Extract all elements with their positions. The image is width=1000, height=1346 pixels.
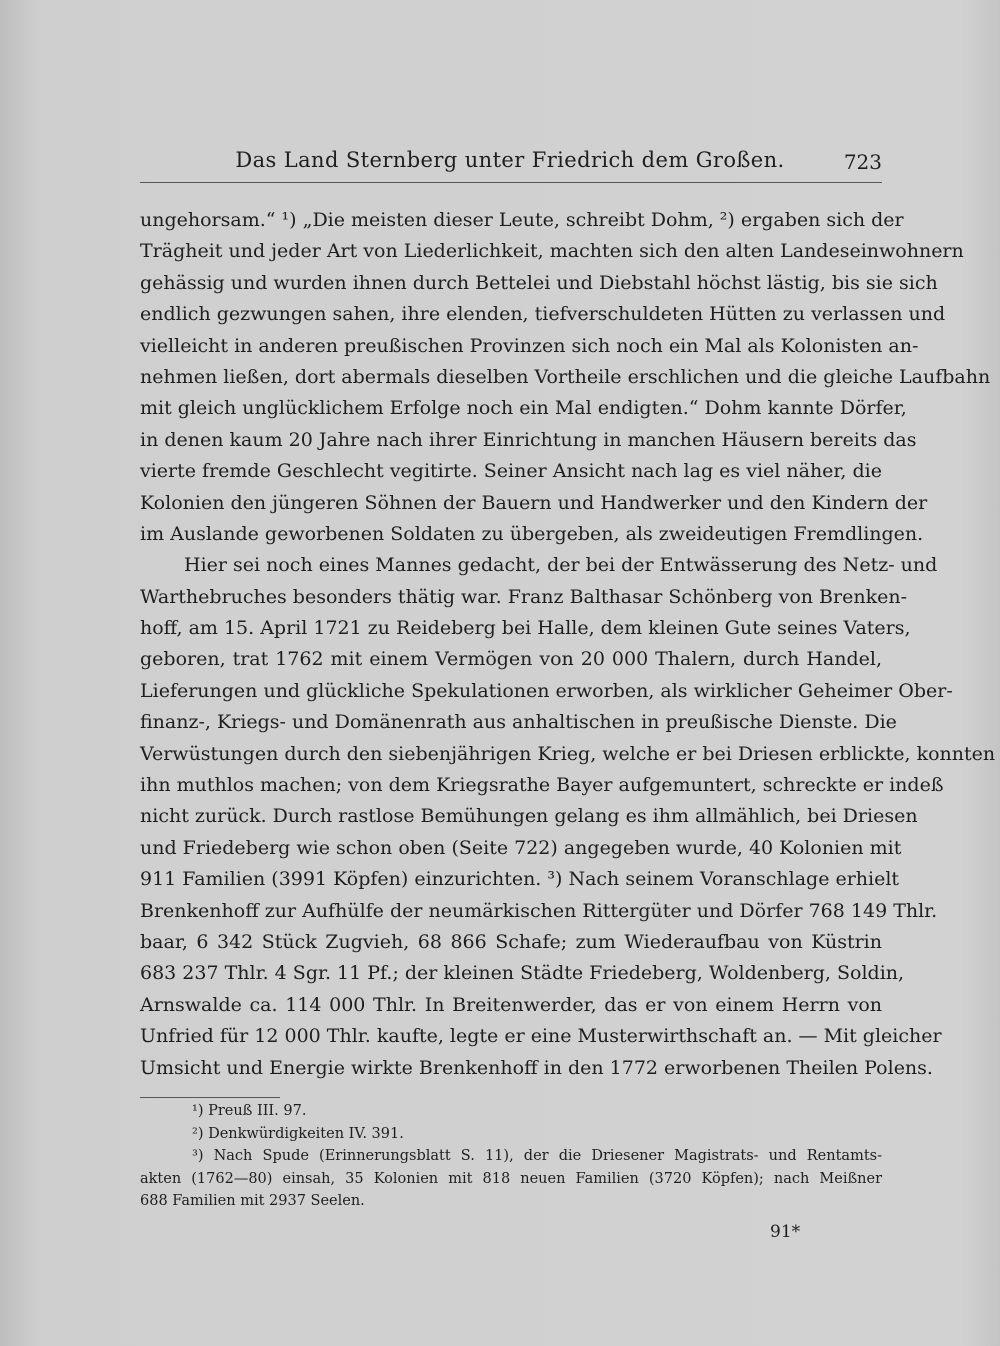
text-line: ungehorsam.“ ¹) „Die meisten dieser Leute, schreibt Dohm, ²) ergaben sich der — [140, 209, 904, 231]
text-line: vierte fremde Geschlecht vegitirte. Seiner Ansicht nach lag es viel näher, die — [140, 460, 882, 483]
footnote-continuation: 688 Familien mit 2937 Seelen. — [140, 1193, 365, 1209]
text-line: ihn muthlos machen; von dem Kriegsrathe Bayer aufgemuntert, schreckte er indeß — [140, 774, 944, 797]
text-line: Verwüstungen durch den siebenjährigen Krieg, welche er bei Driesen erblickte, konnten — [140, 742, 996, 765]
text-line: Warthebruches besonders thätig war. Franz Balthasar Schönberg von Brenken- — [140, 585, 907, 608]
text-line: Brenkenhoff zur Aufhülfe der neumärkischen Rittergüter und Dörfer 768 149 Thlr. — [140, 899, 938, 922]
signature-mark: 91* — [770, 1222, 801, 1242]
page-number: 723 — [843, 150, 882, 174]
text-line: Trägheit und jeder Art von Liederlichkeit, machten sich den alten Landeseinwohnern — [140, 240, 964, 263]
text-line: Umsicht und Energie wirkte Brenkenhoff in den 1772 erworbenen Theilen Polens. — [140, 1056, 933, 1079]
footnote-continuation: akten (1762—80) einsah, 35 Kolonien mit 818 neuen Familien (3720 Köpfen); nach Meißner — [140, 1170, 882, 1187]
text-line: Lieferungen und glückliche Spekulationen erworben, als wirklicher Geheimer Ober- — [140, 679, 953, 702]
text-line: 683 237 Thlr. 4 Sgr. 11 Pf.; der kleinen Städte Friedeberg, Woldenberg, Soldin, — [140, 962, 905, 985]
text-line: Hier sei noch eines Mannes gedacht, der bei der Entwässerung des Netz- und — [184, 554, 938, 577]
footnote: ¹) Preuß III. 97. — [192, 1103, 307, 1119]
text-line: nicht zurück. Durch rastlose Bemühungen gelang es ihm allmählich, bei Driesen — [140, 805, 918, 828]
body-text — [140, 205, 996, 1084]
text-line: mit gleich unglücklichem Erfolge noch ein Mal endigten.“ Dohm kannte Dörfer, — [140, 397, 907, 420]
footnote-rule — [140, 1097, 280, 1098]
text-line: vielleicht in anderen preußischen Provinzen sich noch ein Mal als Kolonisten an- — [140, 334, 919, 357]
text-line: Unfried für 12 000 Thlr. kaufte, legte er eine Musterwirthschaft an. — Mit gleicher — [140, 1025, 942, 1048]
text-line: nehmen ließen, dort abermals dieselben Vortheile erschlichen und die gleiche Laufbahn — [140, 365, 991, 388]
running-title: Das Land Sternberg unter Friedrich dem Großen. — [235, 148, 785, 172]
text-line: finanz-, Kriegs- und Domänenrath aus anhaltischen in preußische Dienste. Die — [140, 711, 897, 734]
text-line: in denen kaum 20 Jahre nach ihrer Einrichtung in manchen Häusern bereits das — [140, 428, 917, 451]
text-line: geboren, trat 1762 mit einem Vermögen von 20 000 Thalern, durch Handel, — [140, 648, 882, 671]
text-line: baar, 6 342 Stück Zugvieh, 68 866 Schafe; zum Wiederaufbau von Küstrin — [140, 930, 882, 953]
text-line: und Friedeberg wie schon oben (Seite 722) angegeben wurde, 40 Kolonien mit — [140, 836, 902, 859]
header-rule — [140, 182, 882, 183]
text-line: gehässig und wurden ihnen durch Bettelei und Diebstahl höchst lästig, bis sie sich — [140, 271, 938, 294]
text-line: Kolonien den jüngeren Söhnen der Bauern und Handwerker und den Kindern der — [140, 491, 928, 514]
text-line: 911 Familien (3991 Köpfen) einzurichten. ³) Nach seinem Voranschlage erhielt — [140, 868, 900, 891]
text-line: hoff, am 15. April 1721 zu Reideberg bei Halle, dem kleinen Gute seines Vaters, — [140, 617, 911, 640]
text-line: Arnswalde ca. 114 000 Thlr. In Breitenwerder, das er von einem Herrn von — [140, 993, 882, 1016]
text-line: endlich gezwungen sahen, ihre elenden, tiefverschuldeten Hütten zu verlassen und — [140, 303, 946, 326]
footnotes — [140, 1100, 882, 1213]
text-line: im Auslande geworbenen Soldaten zu übergeben, als zweideutigen Fremdlingen. — [140, 522, 924, 545]
footnote: ²) Denkwürdigkeiten IV. 391. — [192, 1125, 404, 1142]
footnote: ³) Nach Spude (Erinnerungsblatt S. 11), der die Driesener Magistrats- und Rentamts- — [192, 1148, 882, 1164]
